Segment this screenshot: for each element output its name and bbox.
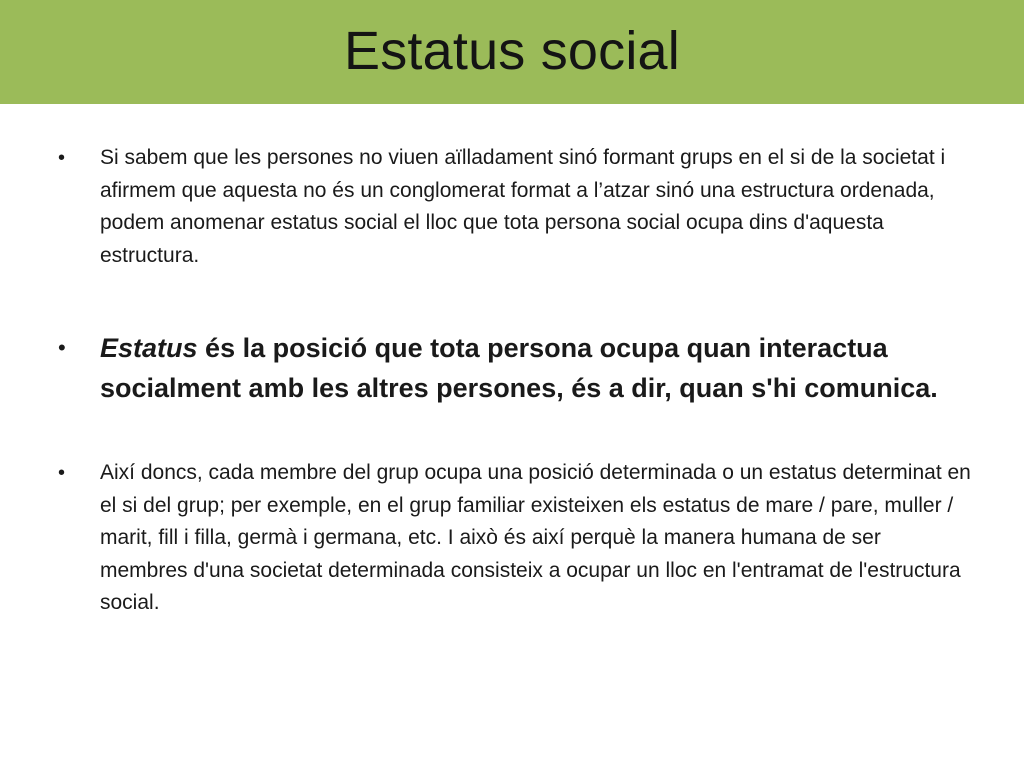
bullet-item-1 — [52, 142, 972, 272]
bullet-text: Si sabem que les persones no viuen aïlladament sinó formant grups en el si de la societat i afirmem que aquesta no és un conglomerat format a l’atzar sinó una estructura ordenada, podem anomenar estatus social el lloc que tota persona social ocupa dins d'aquesta estructura. — [100, 146, 946, 267]
bullet-marker: • — [58, 147, 66, 169]
bullet-item-3 — [52, 457, 972, 620]
bullet-emphasis: Estatus — [100, 333, 198, 363]
title-bar — [0, 0, 1024, 104]
bullet-item-2 — [52, 328, 972, 408]
slide-content — [52, 138, 972, 620]
bullet-marker: • — [58, 335, 66, 360]
bullet-text-rest: és la posició que tota persona ocupa quan interactua socialment amb les altres persones, és a dir, quan s'hi comunica. — [100, 333, 938, 403]
slide-title: Estatus social — [344, 21, 680, 81]
bullet-text: Així doncs, cada membre del grup ocupa una posició determinada o un estatus determinat en el si del grup; per exemple, en el grup familiar existeixen els estatus de mare / pare, muller / marit, fill i filla, germà i germana, etc. I això és així perquè la manera humana de ser membres d'una societat determinada consisteix a ocupar un lloc en l'entramat de l'estructura social. — [100, 461, 971, 614]
bullet-marker: • — [58, 462, 66, 484]
bullet-text — [100, 328, 972, 408]
